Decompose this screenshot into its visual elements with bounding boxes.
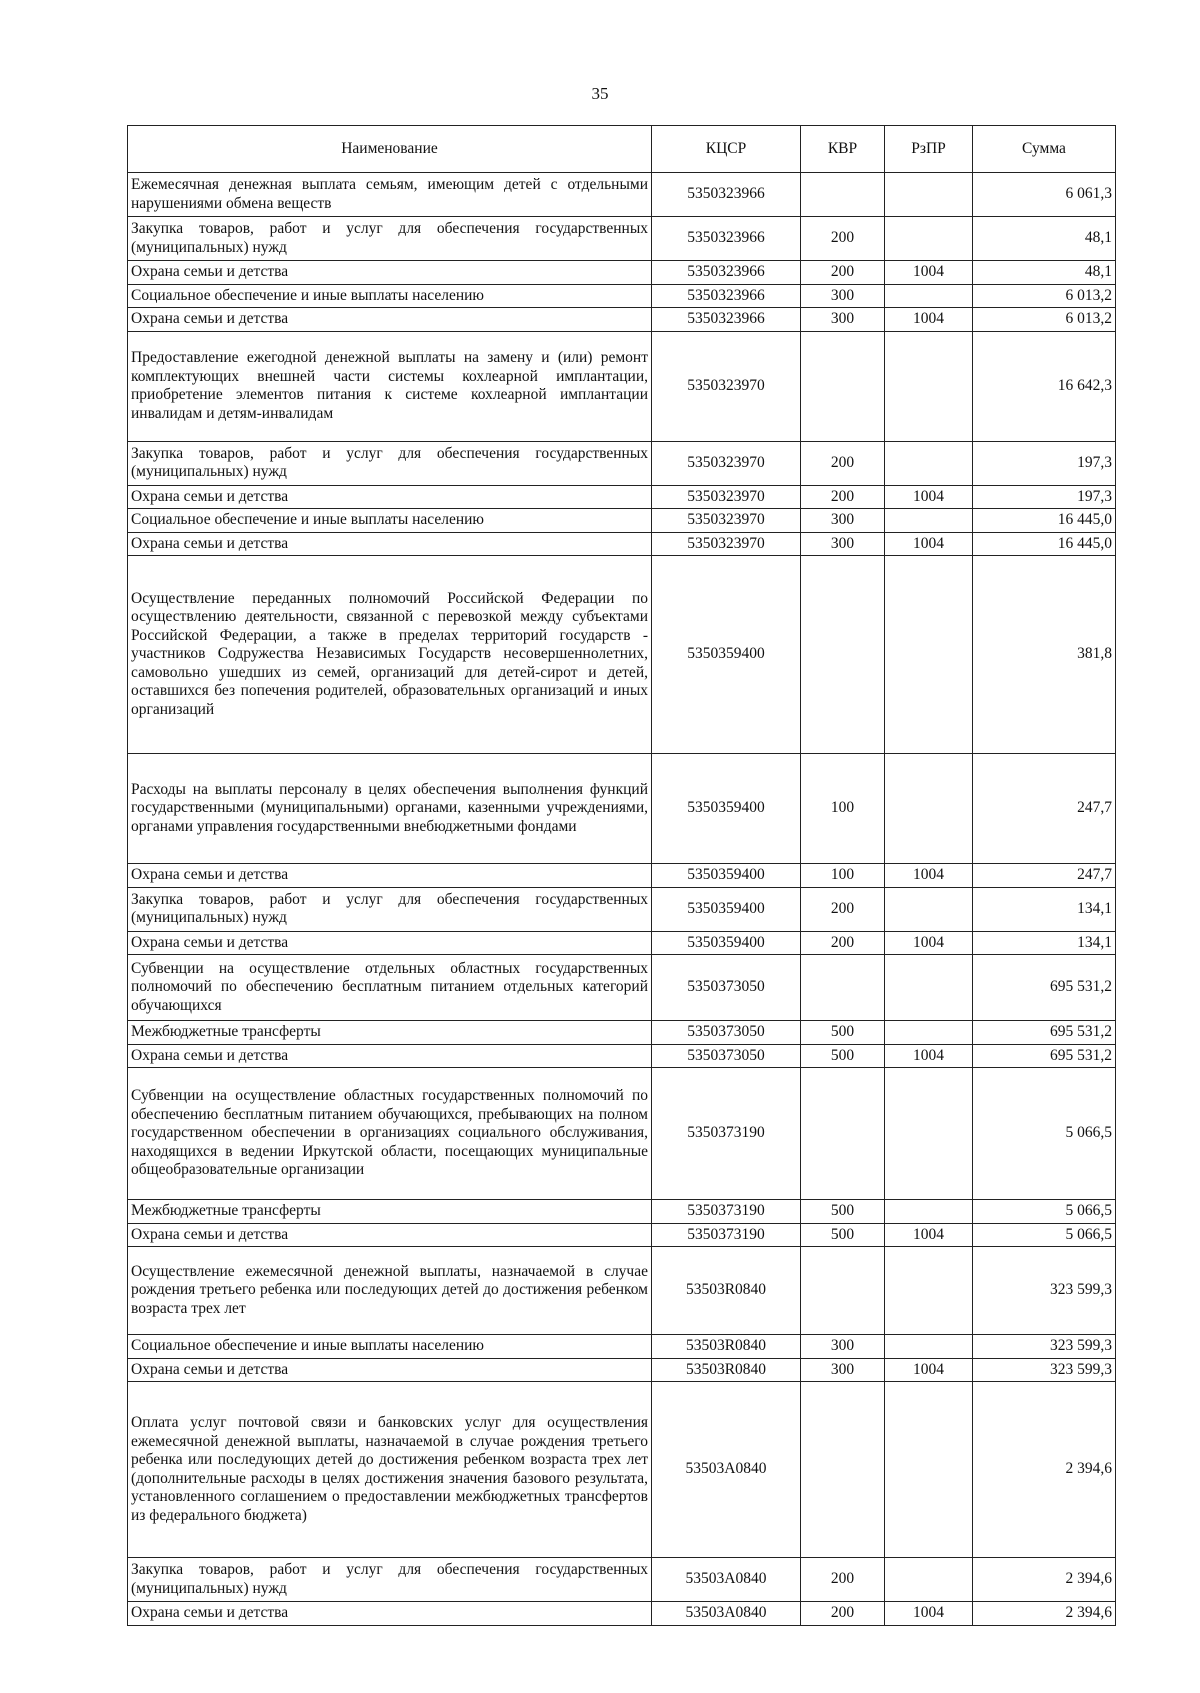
cell-rzpr: 1004	[885, 1223, 973, 1247]
cell-sum: 134,1	[973, 887, 1116, 931]
table-row	[128, 754, 1116, 864]
budget-table	[127, 125, 1116, 1626]
column-header-kvr: КВР	[801, 126, 885, 173]
cell-name: Осуществление ежемесячной денежной выплаты, назначаемой в случае рождения третьего ребенка или последующих детей до достижения ребенком возраста трех лет	[128, 1247, 652, 1335]
cell-kvr: 300	[801, 532, 885, 556]
cell-rzpr: 1004	[885, 485, 973, 509]
cell-kvr: 300	[801, 284, 885, 308]
cell-rzpr	[885, 173, 973, 217]
cell-sum: 323 599,3	[973, 1335, 1116, 1359]
cell-kvr: 300	[801, 1335, 885, 1359]
cell-name: Закупка товаров, работ и услуг для обеспечения государственных (муниципальных) нужд	[128, 887, 652, 931]
cell-rzpr	[885, 217, 973, 261]
cell-kvr	[801, 331, 885, 441]
table-row	[128, 509, 1116, 533]
cell-name: Социальное обеспечение и иные выплаты населению	[128, 1335, 652, 1359]
cell-name: Социальное обеспечение и иные выплаты населению	[128, 284, 652, 308]
cell-kvr	[801, 1247, 885, 1335]
cell-sum: 6 061,3	[973, 173, 1116, 217]
cell-sum: 2 394,6	[973, 1558, 1116, 1602]
cell-sum: 5 066,5	[973, 1068, 1116, 1200]
cell-sum: 381,8	[973, 556, 1116, 754]
cell-rzpr: 1004	[885, 532, 973, 556]
cell-kcsr: 5350373190	[652, 1200, 801, 1224]
cell-kvr: 500	[801, 1223, 885, 1247]
table-row	[128, 217, 1116, 261]
cell-kcsr: 5350323970	[652, 509, 801, 533]
table-row	[128, 1200, 1116, 1224]
table-row	[128, 1044, 1116, 1068]
cell-kcsr: 5350323970	[652, 532, 801, 556]
cell-kvr	[801, 1382, 885, 1558]
cell-kcsr: 53503R0840	[652, 1335, 801, 1359]
page-number: 35	[591, 84, 609, 103]
cell-kcsr: 5350359400	[652, 754, 801, 864]
cell-sum: 323 599,3	[973, 1247, 1116, 1335]
cell-kcsr: 5350373050	[652, 955, 801, 1021]
cell-kvr: 100	[801, 864, 885, 888]
table-row	[128, 284, 1116, 308]
cell-name: Охрана семьи и детства	[128, 864, 652, 888]
cell-sum: 48,1	[973, 217, 1116, 261]
table-row	[128, 887, 1116, 931]
cell-rzpr	[885, 1068, 973, 1200]
cell-name: Закупка товаров, работ и услуг для обеспечения государственных (муниципальных) нужд	[128, 1558, 652, 1602]
cell-rzpr: 1004	[885, 1044, 973, 1068]
cell-rzpr	[885, 331, 973, 441]
cell-kvr: 500	[801, 1200, 885, 1224]
cell-kvr: 200	[801, 261, 885, 285]
table-row	[128, 331, 1116, 441]
cell-rzpr: 1004	[885, 931, 973, 955]
table-row	[128, 1223, 1116, 1247]
cell-kvr	[801, 556, 885, 754]
cell-rzpr	[885, 1335, 973, 1359]
column-header-kcsr: КЦСР	[652, 126, 801, 173]
cell-rzpr: 1004	[885, 261, 973, 285]
cell-kcsr: 5350323966	[652, 173, 801, 217]
cell-kcsr: 5350323966	[652, 308, 801, 332]
column-header-rzpr: РзПР	[885, 126, 973, 173]
cell-rzpr: 1004	[885, 308, 973, 332]
cell-kvr: 200	[801, 931, 885, 955]
cell-kvr: 300	[801, 308, 885, 332]
cell-kcsr: 5350323970	[652, 331, 801, 441]
table-row	[128, 441, 1116, 485]
column-header-name: Наименование	[128, 126, 652, 173]
cell-sum: 16 445,0	[973, 532, 1116, 556]
cell-kcsr: 5350323966	[652, 217, 801, 261]
table-row	[128, 556, 1116, 754]
cell-rzpr	[885, 556, 973, 754]
cell-kcsr: 53503R0840	[652, 1358, 801, 1382]
cell-kcsr: 5350359400	[652, 556, 801, 754]
cell-kvr: 200	[801, 485, 885, 509]
table-row	[128, 1382, 1116, 1558]
cell-kvr: 200	[801, 1602, 885, 1626]
cell-name: Охрана семьи и детства	[128, 261, 652, 285]
table-row	[128, 485, 1116, 509]
cell-rzpr	[885, 1247, 973, 1335]
cell-name: Охрана семьи и детства	[128, 1358, 652, 1382]
cell-kvr	[801, 955, 885, 1021]
cell-kvr	[801, 173, 885, 217]
cell-kcsr: 53503A0840	[652, 1602, 801, 1626]
cell-kcsr: 5350373190	[652, 1068, 801, 1200]
cell-name: Субвенции на осуществление областных государственных полномочий по обеспечению бесплатным питанием обучающихся, пребывающих на полном государственном обеспечении в организациях социального обслуживания, находящихся в ведении Иркутской области, посещающих муниципальные общеобразовательные организации	[128, 1068, 652, 1200]
cell-sum: 2 394,6	[973, 1382, 1116, 1558]
cell-sum: 2 394,6	[973, 1602, 1116, 1626]
cell-sum: 695 531,2	[973, 955, 1116, 1021]
cell-kcsr: 53503R0840	[652, 1247, 801, 1335]
cell-name: Социальное обеспечение и иные выплаты населению	[128, 509, 652, 533]
cell-kcsr: 5350323966	[652, 261, 801, 285]
cell-name: Охрана семьи и детства	[128, 1602, 652, 1626]
cell-kvr: 100	[801, 754, 885, 864]
cell-kvr	[801, 1068, 885, 1200]
cell-sum: 16 642,3	[973, 331, 1116, 441]
cell-name: Расходы на выплаты персоналу в целях обеспечения выполнения функций государственными (муниципальными) органами, казенными учреждениями, органами управления государственными внебюджетными фондами	[128, 754, 652, 864]
cell-name: Предоставление ежегодной денежной выплаты на замену и (или) ремонт комплектующих внешней части системы кохлеарной имплантации, приобретение элементов питания к системе кохлеарной имплантации инвалидам и детям-инвалидам	[128, 331, 652, 441]
cell-rzpr	[885, 509, 973, 533]
table-row	[128, 1068, 1116, 1200]
cell-kcsr: 53503A0840	[652, 1558, 801, 1602]
cell-sum: 6 013,2	[973, 308, 1116, 332]
cell-sum: 134,1	[973, 931, 1116, 955]
cell-rzpr	[885, 1558, 973, 1602]
cell-name: Охрана семьи и детства	[128, 485, 652, 509]
cell-kcsr: 5350373190	[652, 1223, 801, 1247]
cell-kvr: 500	[801, 1021, 885, 1045]
cell-sum: 247,7	[973, 754, 1116, 864]
cell-name: Осуществление переданных полномочий Российской Федерации по осуществлению деятельности, связанной с перевозкой между субъектами Российской Федерации, а также в пределах территорий государств - участников Содружества Независимых Государств несовершеннолетних, самовольно ушедших из семей, организаций для детей-сирот и детей, оставшихся без попечения родителей, образовательных организаций и иных организаций	[128, 556, 652, 754]
cell-sum: 16 445,0	[973, 509, 1116, 533]
cell-kcsr: 5350323966	[652, 284, 801, 308]
cell-rzpr	[885, 284, 973, 308]
cell-name: Закупка товаров, работ и услуг для обеспечения государственных (муниципальных) нужд	[128, 217, 652, 261]
cell-rzpr	[885, 1021, 973, 1045]
cell-sum: 6 013,2	[973, 284, 1116, 308]
cell-name: Охрана семьи и детства	[128, 308, 652, 332]
cell-name: Охрана семьи и детства	[128, 931, 652, 955]
table-row	[128, 1335, 1116, 1359]
cell-rzpr: 1004	[885, 1602, 973, 1626]
table-row	[128, 1358, 1116, 1382]
cell-name: Закупка товаров, работ и услуг для обеспечения государственных (муниципальных) нужд	[128, 441, 652, 485]
table-row	[128, 308, 1116, 332]
cell-kcsr: 53503A0840	[652, 1382, 801, 1558]
cell-rzpr	[885, 441, 973, 485]
table-row	[128, 261, 1116, 285]
cell-sum: 247,7	[973, 864, 1116, 888]
cell-kcsr: 5350359400	[652, 931, 801, 955]
table-header-row	[128, 126, 1116, 173]
cell-kvr: 500	[801, 1044, 885, 1068]
cell-name: Оплата услуг почтовой связи и банковских услуг для осуществления ежемесячной денежной выплаты, назначаемой в случае рождения третьего ребенка или последующих детей до достижения ребенком возраста трех лет (дополнительные расходы в целях достижения значения базового результата, установленного соглашением о предоставлении межбюджетных трансфертов из федерального бюджета)	[128, 1382, 652, 1558]
cell-kvr: 300	[801, 509, 885, 533]
cell-name: Межбюджетные трансферты	[128, 1021, 652, 1045]
cell-name: Ежемесячная денежная выплата семьям, имеющим детей с отдельными нарушениями обмена веществ	[128, 173, 652, 217]
cell-sum: 5 066,5	[973, 1200, 1116, 1224]
table-row	[128, 931, 1116, 955]
cell-kvr: 200	[801, 441, 885, 485]
cell-kvr: 200	[801, 217, 885, 261]
cell-kvr: 200	[801, 887, 885, 931]
table-row	[128, 864, 1116, 888]
cell-rzpr	[885, 887, 973, 931]
cell-sum: 695 531,2	[973, 1021, 1116, 1045]
table-row	[128, 173, 1116, 217]
cell-sum: 695 531,2	[973, 1044, 1116, 1068]
cell-kvr: 300	[801, 1358, 885, 1382]
table-row	[128, 1247, 1116, 1335]
cell-rzpr: 1004	[885, 864, 973, 888]
cell-rzpr	[885, 1382, 973, 1558]
cell-rzpr	[885, 955, 973, 1021]
cell-sum: 5 066,5	[973, 1223, 1116, 1247]
table-row	[128, 1021, 1116, 1045]
cell-rzpr: 1004	[885, 1358, 973, 1382]
column-header-sum: Сумма	[973, 126, 1116, 173]
cell-sum: 197,3	[973, 441, 1116, 485]
cell-name: Субвенции на осуществление отдельных областных государственных полномочий по обеспечению бесплатным питанием отдельных категорий обучающихся	[128, 955, 652, 1021]
cell-sum: 48,1	[973, 261, 1116, 285]
table-row	[128, 955, 1116, 1021]
cell-rzpr	[885, 1200, 973, 1224]
cell-name: Охрана семьи и детства	[128, 1044, 652, 1068]
cell-kvr: 200	[801, 1558, 885, 1602]
cell-kcsr: 5350373050	[652, 1044, 801, 1068]
cell-name: Охрана семьи и детства	[128, 1223, 652, 1247]
cell-kcsr: 5350359400	[652, 864, 801, 888]
table-row	[128, 1558, 1116, 1602]
cell-kcsr: 5350359400	[652, 887, 801, 931]
cell-kcsr: 5350373050	[652, 1021, 801, 1045]
cell-name: Межбюджетные трансферты	[128, 1200, 652, 1224]
table-row	[128, 532, 1116, 556]
cell-kcsr: 5350323970	[652, 441, 801, 485]
cell-rzpr	[885, 754, 973, 864]
cell-kcsr: 5350323970	[652, 485, 801, 509]
table-row	[128, 1602, 1116, 1626]
cell-name: Охрана семьи и детства	[128, 532, 652, 556]
cell-sum: 323 599,3	[973, 1358, 1116, 1382]
table-body	[128, 173, 1116, 1626]
cell-sum: 197,3	[973, 485, 1116, 509]
